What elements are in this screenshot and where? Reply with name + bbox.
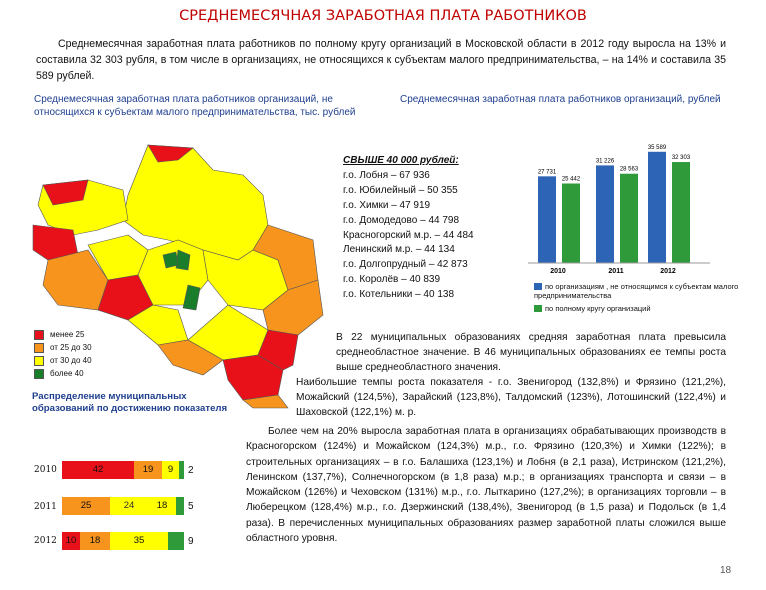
bar-value-label: 35 589	[647, 144, 667, 151]
chart-legend-item: по полному кругу организаций	[534, 304, 651, 313]
list-item: Ленинский м.р. – 44 134	[343, 244, 455, 256]
bar-value-label: 25 442	[561, 176, 581, 183]
salary-bar-chart	[520, 128, 720, 278]
top-list-heading: СВЫШЕ 40 000 рублей:	[343, 155, 459, 166]
dist-extra: 5	[188, 501, 194, 512]
year-label: 2010	[34, 465, 57, 475]
legend-item: более 40	[34, 369, 84, 379]
chart-caption: Среднемесячная заработная плата работников организаций, рублей	[400, 94, 721, 105]
bar-value-label: 28 563	[619, 166, 639, 173]
tick-label: 2012	[660, 268, 676, 275]
list-item: г.о. Юбилейный – 50 355	[343, 184, 458, 196]
year-label: 2012	[34, 536, 57, 546]
dist-segment: 24	[110, 497, 148, 515]
list-item: г.о. Королёв – 40 839	[343, 274, 441, 286]
dist-segment: 42	[62, 461, 134, 479]
tick-label: 2011	[608, 268, 624, 275]
dist-segment	[168, 532, 184, 550]
legend-item: от 25 до 30	[34, 343, 92, 353]
list-item: г.о. Долгопрудный – 42 873	[343, 259, 468, 271]
intro-paragraph: Среднемесячная заработная плата работников по полному кругу организаций в Московской области в 2012 году выросла на 13% и составила 32 303 рубля, в том числе в организациях, не относящихся к субъектам малого предпринимательства, – на 14% и составила 35 589 рублей.	[36, 38, 726, 82]
bar	[672, 162, 690, 263]
dist-segment: 18	[148, 497, 176, 515]
bar	[596, 165, 614, 263]
dist-segment	[179, 461, 184, 479]
page-title: СРЕДНЕМЕСЯЧНАЯ ЗАРАБОТНАЯ ПЛАТА РАБОТНИКОВ	[179, 8, 587, 24]
bar	[648, 152, 666, 263]
dist-segment: 35	[110, 532, 168, 550]
list-item: Красногорский м.р. – 44 484	[343, 229, 474, 241]
dist-extra: 9	[188, 536, 194, 547]
map-caption: Среднемесячная заработная плата работников организаций, не относящихся к субъектам малого предпринимательства, тыс. рублей	[34, 94, 356, 118]
chart-legend-item: по организациям , не относящимся к субъектам малого предпринимательства	[534, 282, 739, 300]
top-list	[343, 154, 474, 303]
dist-segment	[176, 497, 184, 515]
paragraph-1: В 22 муниципальных образованиях средняя заработная плата превысила среднеобластное значение. В 46 муниципальных образованиях ее темпы роста выше среднеобластного значения.	[336, 332, 726, 373]
bar	[562, 183, 580, 263]
list-item: г.о. Химки – 47 919	[343, 199, 431, 211]
list-item: г.о. Домодедово – 44 798	[343, 214, 460, 226]
paragraph-3: Более чем на 20% выросла заработная плата в организациях обрабатывающих производств в Красногорском (124%) и Можайском (124,3%) м.р., г.о. Фрязино (120,3%) и Химки (122%); в строительных организациях – в г.о. Балашиха (123,1%) и Лобня (в 2,1 раза), Истринском (121,2%), Ленинском (137,7%), Солнечногорском (в 1,8 раза) м.р.; в организациях транспорта и связи – в Можайском (126%) и Чеховском (131%) м.р., г.о. Лыткарино (127,2%); в организациях торговли – в Люберецком (128,4%) м.р., г.о. Дзержинский (138,4%), Звенигород (в 1,5 раза) и Подольск (в 1,4 раза). В перечисленных муниципальных образованиях размер заработной платы сложился выше областного уровня.	[246, 426, 726, 545]
tick-label: 2010	[550, 268, 566, 275]
dist-extra: 2	[188, 465, 194, 476]
list-item: г.о. Лобня – 67 936	[343, 169, 430, 181]
dist-segment: 9	[162, 461, 179, 479]
distribution-title: Распределение муниципальных образований по достижению показателя	[32, 391, 228, 414]
dist-segment: 10	[62, 532, 80, 550]
dist-segment: 19	[134, 461, 162, 479]
year-label: 2011	[34, 502, 57, 512]
paragraph-2: Наибольшие темпы роста показателя - г.о. Звенигород (132,8%) и Фрязино (121,2%), Можайский (124,5%), Зарайский (123,8%), Талдомский (123%), Лотошинский (122,4%) и Шаховской (122,1%) м. р.	[296, 377, 726, 418]
legend-item: от 30 до 40	[34, 356, 92, 366]
dist-segment: 18	[80, 532, 110, 550]
bar-value-label: 32 303	[671, 155, 691, 162]
list-item: г.о. Котельники – 40 138	[343, 289, 455, 301]
page-number: 18	[720, 565, 732, 576]
bar	[538, 176, 556, 263]
bar-value-label: 27 731	[537, 169, 557, 176]
bar-value-label: 31 226	[595, 158, 615, 165]
bar	[620, 174, 638, 263]
legend-item: менее 25	[34, 330, 84, 340]
dist-segment: 25	[62, 497, 110, 515]
